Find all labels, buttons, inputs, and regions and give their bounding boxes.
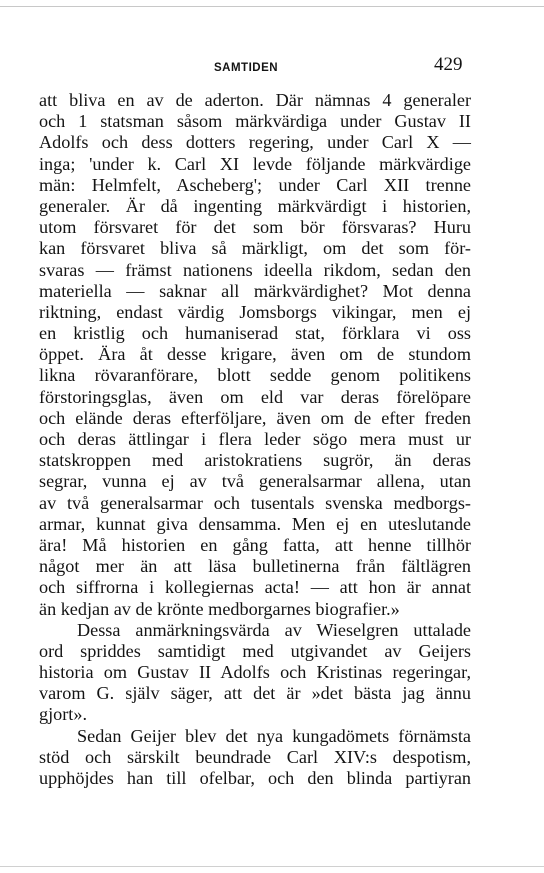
text-line: öppet. Ära åt desse krigare, även om de stundom	[39, 344, 471, 365]
text-line: en kristlig och humaniserad stat, förklara vi oss	[39, 323, 471, 344]
text-line: armar, kunnat giva densamma. Men ej en uteslutande	[39, 513, 471, 534]
text-line: svaras — främst nationens ideella rikdom, sedan den	[39, 259, 471, 280]
text-line: av två generalsarmar och tusentals svenska medborgs-	[39, 492, 471, 513]
text-line: att bliva en av de aderton. Där nämnas 4 generaler	[39, 90, 471, 110]
paragraph-end-line: gjort».	[39, 704, 87, 725]
paragraph-start-line: Dessa anmärkningsvärda av Wieselgren uttalade	[77, 619, 471, 640]
text-line: statskroppen med aristokratiens sugrör, än deras	[39, 450, 471, 471]
text-line: generaler. Är då ingenting märkvärdigt i historien,	[39, 195, 471, 216]
text-line: förstoringsglas, även om eld var deras förelöpare	[39, 386, 471, 407]
text-line: stöd och särskilt beundrade Carl XIV:s despotism,	[39, 746, 471, 767]
paragraph-end-line: än kedjan av de krönte medborgarnes biografier.»	[39, 598, 400, 619]
text-line: materiella — saknar all märkvärdighet? Mot denna	[39, 280, 471, 301]
text-line: och siffrorna i kollegiernas acta! — att hon är annat	[39, 577, 471, 598]
body-text	[39, 90, 471, 789]
paragraph-start-line: Sedan Geijer blev det nya kungadömets förnämsta	[77, 725, 471, 746]
text-line: ära! Må historien en gång fatta, att henne tillhör	[39, 534, 471, 555]
page-number: 429	[434, 54, 463, 75]
text-line: upphöjdes han till ofelbar, och den blinda partiyran	[39, 768, 471, 788]
text-line: och 1 statsman såsom märkvärdiga under Gustav II	[39, 111, 471, 132]
text-line: män: Helmfelt, Ascheberg'; under Carl XII trenne	[39, 174, 471, 195]
text-line: segrar, vunna ej av två generalsarmar allena, utan	[39, 471, 471, 492]
running-title: SAMTIDEN	[214, 62, 279, 74]
text-line: och deras ättlingar i flera leder sögo mera must ur	[39, 429, 471, 449]
text-line: varom G. själv säger, att det är »det bästa jag ännu	[39, 683, 471, 704]
text-line: utom försvaret för det som bör försvaras? Huru	[39, 217, 471, 238]
text-line: historia om Gustav II Adolfs och Kristinas regeringar,	[39, 662, 471, 683]
text-line: kan försvaret bliva så märkligt, om det som för-	[39, 238, 471, 259]
text-line: något mer än att läsa bulletinerna från fältlägren	[39, 556, 471, 577]
text-line: likna rövaranförare, blott sedde genom politikens	[39, 365, 471, 386]
page-bottom-edge	[0, 866, 544, 867]
page-top-edge	[0, 6, 544, 7]
text-line: Adolfs och dess dotters regering, under Carl X —	[39, 132, 471, 153]
text-line: ord spriddes samtidigt med utgivandet av Geijers	[39, 640, 471, 661]
text-line: riktning, endast värdig Jomsborgs vikingar, men ej	[39, 301, 471, 322]
text-line: inga; 'under k. Carl XI levde följande märkvärdige	[39, 153, 471, 174]
text-line: och elände deras efterföljare, även om de efter freden	[39, 407, 471, 428]
